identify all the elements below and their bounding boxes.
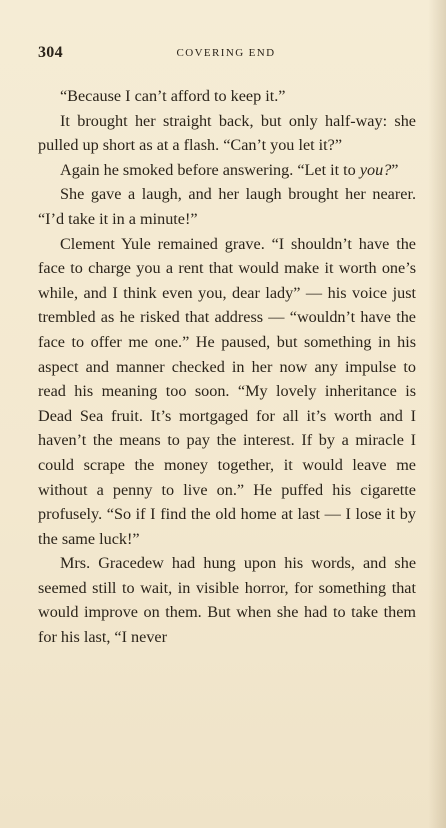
paragraph-1: “Because I can’t afford to keep it.” bbox=[60, 87, 286, 105]
page-number: 304 bbox=[38, 44, 63, 61]
paragraph-3-after: ” bbox=[391, 160, 399, 179]
paragraph-3 bbox=[38, 158, 416, 183]
paragraph-3-before: Again he smoked before answering. “Let it to bbox=[60, 160, 360, 179]
paragraph-2: It brought her straight back, but only half-way: she pulled up short as at a flash. “Can’t you let it?” bbox=[38, 111, 416, 155]
paragraph-4: She gave a laugh, and her laugh brought her nearer. “I’d take it in a minute!” bbox=[38, 185, 416, 228]
paragraph-6: Mrs. Gracedew had hung upon his words, and she seemed still to wait, in visible horror, for something that would improve on them. But when she had to take them for his last, “I never bbox=[38, 554, 416, 647]
running-head: COVERING END bbox=[176, 47, 276, 59]
page-header bbox=[38, 44, 414, 66]
paragraph-5: Clement Yule remained grave. “I shouldn’t have the face to charge you a rent that would make it worth one’s while, and I think even you, dear lady” — his voice just trembled as he risked that address — “wouldn’t have the face to offer me one.” He paused, but something in his aspect and manner checked in her now any impulse to read his meaning too soon. “My lovely inheritance is Dead Sea fruit. It’s mortgaged for all it’s worth and I haven’t the means to pay the interest. If by a miracle I could scrape the money together, it would leave me without a penny to live on.” He puffed his cigarette profusely. “So if I find the old home at last — I lose it by the same luck!” bbox=[38, 234, 416, 548]
body-text bbox=[38, 84, 416, 650]
paragraph-3-emphasis: you? bbox=[359, 160, 392, 179]
